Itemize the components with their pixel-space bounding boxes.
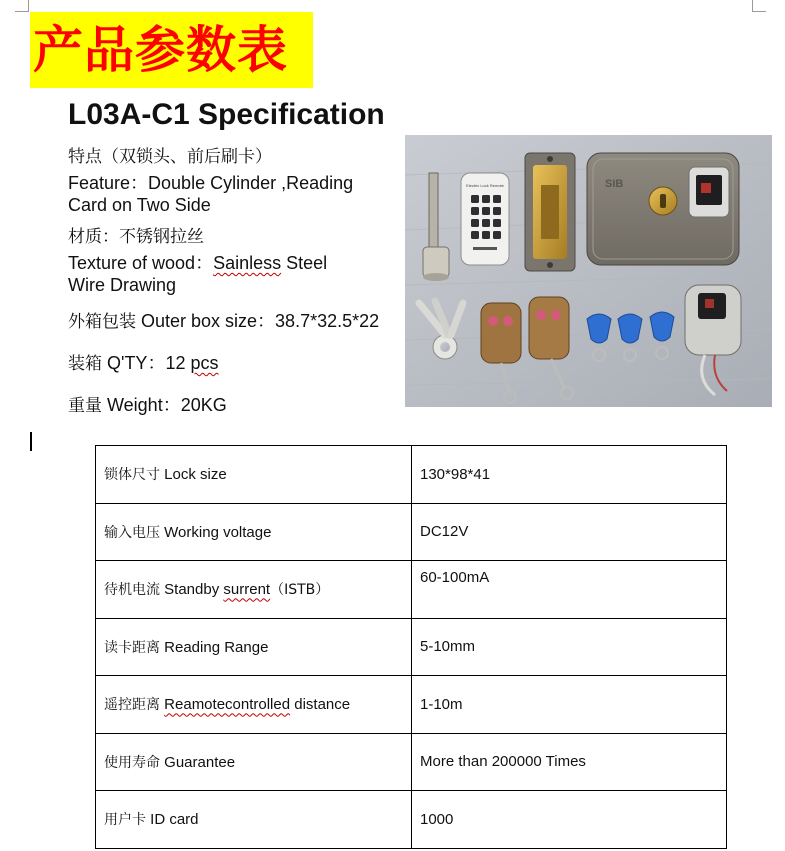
table-label-cell <box>96 791 412 849</box>
keypad-remote-graphic <box>461 173 509 265</box>
product-photo <box>405 135 772 407</box>
label-cn: 待机电流 <box>104 582 160 599</box>
label-cn: 锁体尺寸 <box>104 467 160 484</box>
svg-text:SIB: SIB <box>605 178 624 190</box>
label-en-misspelled: Reamotecontrolled <box>164 696 291 714</box>
text-cursor <box>30 432 32 451</box>
table-label-cell <box>96 446 412 504</box>
banner-heading: 产品参数表 <box>30 12 313 88</box>
table-value-cell: 60-100mA <box>412 561 727 619</box>
svg-text:Electric Lock Remote: Electric Lock Remote <box>466 183 504 188</box>
label-en: Lock size <box>160 466 227 484</box>
qty-line <box>68 349 218 375</box>
weight-line <box>68 391 227 417</box>
page-corner-mark-right <box>752 0 766 12</box>
page-corner-mark-left <box>15 0 29 12</box>
label-suffix: （ISTB） <box>270 582 330 599</box>
qty-unit: pcs <box>190 353 219 373</box>
label-en: Standby <box>160 581 224 599</box>
texture-word-steel: Steel <box>281 253 328 273</box>
qty-cn-label: 装箱 <box>68 354 102 374</box>
texture-line <box>68 249 327 275</box>
lock-body-graphic <box>587 153 739 265</box>
table-row <box>96 676 727 734</box>
specification-table <box>95 445 727 849</box>
table-row <box>96 791 727 849</box>
qty-en-label: Q'TY：12 <box>102 353 191 373</box>
table-label-cell <box>96 503 412 561</box>
texture-line-2: Wire Drawing <box>68 275 177 295</box>
material-cn-line: 材质：不锈钢拉丝 <box>68 227 204 247</box>
label-cn: 使用寿命 <box>104 754 160 771</box>
box-en-label: Outer box size：38.7*32.5*22 <box>136 311 380 331</box>
page-title: L03A-C1 Specification <box>68 98 385 131</box>
label-cn: 读卡距离 <box>104 639 160 656</box>
table-label-cell <box>96 733 412 791</box>
texture-label: Texture of wood： <box>68 253 214 273</box>
table-value-cell: 1-10m <box>412 676 727 734</box>
table-value-cell: DC12V <box>412 503 727 561</box>
table-label-cell <box>96 618 412 676</box>
weight-cn-label: 重量 <box>68 396 102 416</box>
feature-cn-line: 特点（双锁头、前后刷卡） <box>68 147 272 167</box>
table-row <box>96 446 727 504</box>
box-cn-label: 外箱包装 <box>68 312 136 332</box>
label-cn: 遥控距离 <box>104 697 160 714</box>
label-cn: 用户卡 <box>104 812 146 829</box>
table-label-cell <box>96 676 412 734</box>
table-value-cell: 1000 <box>412 791 727 849</box>
texture-misspelled-word: Sainless <box>213 253 282 273</box>
label-en: ID card <box>146 811 199 829</box>
table-row <box>96 733 727 791</box>
label-en-misspelled: surrent <box>223 581 271 599</box>
label-en: Reading Range <box>160 638 269 656</box>
label-en: distance <box>290 696 351 714</box>
table-row <box>96 561 727 619</box>
feature-en-line-2: Card on Two Side <box>68 195 211 215</box>
strike-plate-graphic <box>525 153 575 271</box>
box-size-line <box>68 307 379 333</box>
table-value-cell: 5-10mm <box>412 618 727 676</box>
table-value-cell: More than 200000 Times <box>412 733 727 791</box>
label-cn: 输入电压 <box>104 524 160 541</box>
feature-en-line-1: Feature：Double Cylinder ,Reading <box>68 173 354 193</box>
table-label-cell <box>96 561 412 619</box>
label-en: Guarantee <box>160 753 236 771</box>
label-en: Working voltage <box>160 523 272 541</box>
table-row <box>96 618 727 676</box>
weight-en-label: Weight：20KG <box>102 395 227 415</box>
table-value-cell: 130*98*41 <box>412 446 727 504</box>
table-row <box>96 503 727 561</box>
